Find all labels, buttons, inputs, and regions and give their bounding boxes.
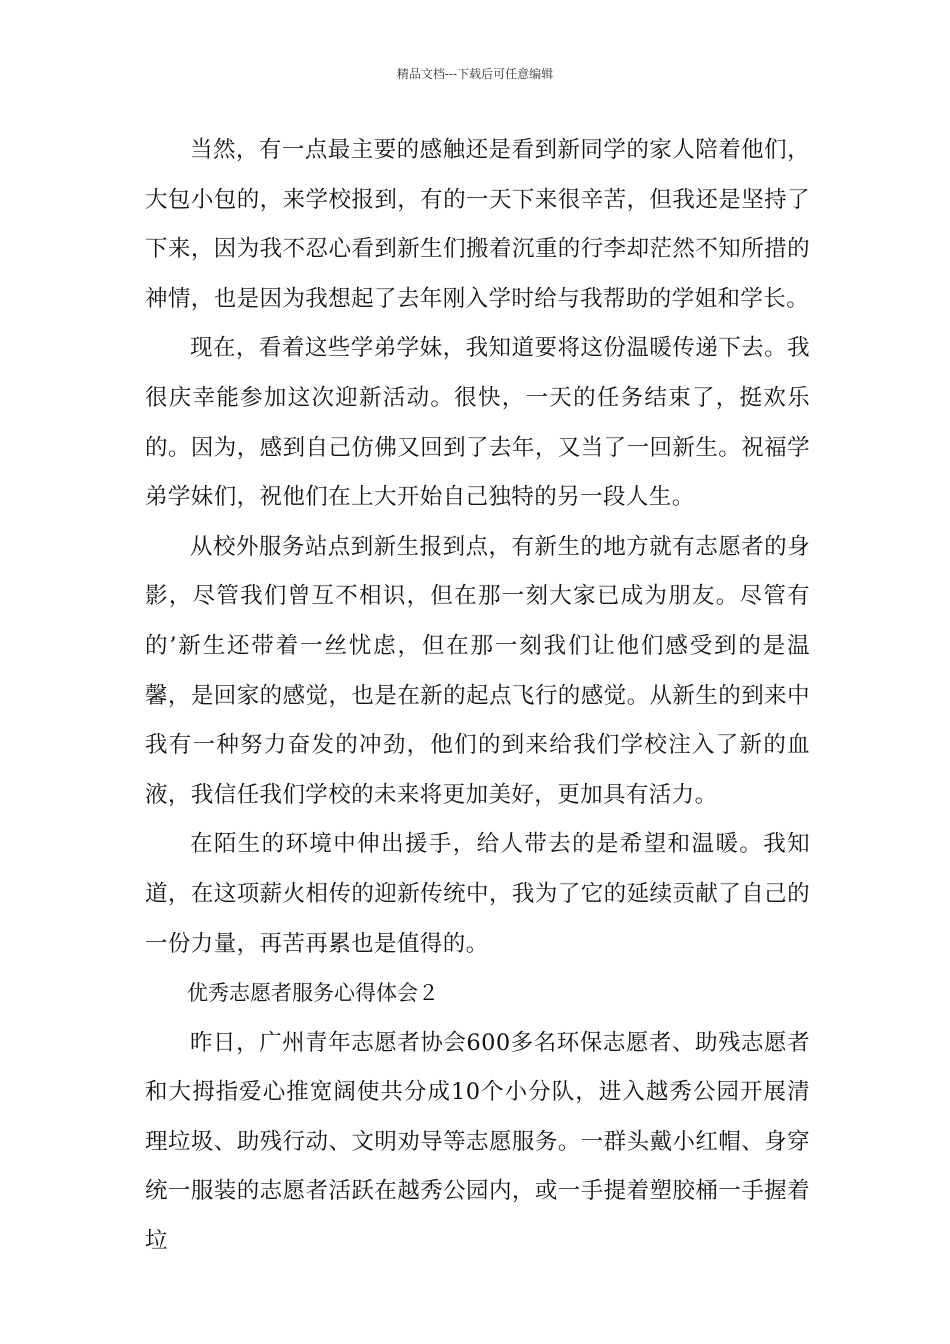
paragraph: 在陌生的环境中伸出援手，给人带去的是希望和温暖。我知道，在这项薪火相传的迎新传统中，我为了它的延续贡献了自己的一份力量，再苦再累也是值得的。 [145, 831, 810, 957]
document-body [145, 126, 810, 1267]
paragraph: 当然，有一点最主要的感触还是看到新同学的家人陪着他们，大包小包的，来学校报到，有的一天下来很辛苦，但我还是坚持了下来，因为我不忍心看到新生们搬着沉重的行李却茫然不知所措的神情，也是因为我想起了去年刚入学时给与我帮助的学姐和学长。 [145, 137, 810, 312]
paragraph: 昨日，广州青年志愿者协会600多名环保志愿者、助残志愿者和大拇指爱心推宽阔使共分成10个小分队，进入越秀公园开展清理垃圾、助残行动、文明劝导等志愿服务。一群头戴小红帽、身穿统一服装的志愿者活跃在越秀公园内，或一手提着塑胶桶一手握着垃 [145, 1029, 810, 1255]
paragraph: 现在，看着这些学弟学妹，我知道要将这份温暖传递下去。我很庆幸能参加这次迎新活动。很快，一天的任务结束了，挺欢乐的。因为，感到自己仿佛又回到了去年，又当了一回新生。祝福学弟学妹们，祝他们在上大开始自己独特的另一段人生。 [145, 335, 810, 511]
paragraph: 从校外服务站点到新生报到点，有新生的地方就有志愿者的身影，尽管我们曾互不相识，但在那一刻大家已成为朋友。尽管有的’新生还带着一丝忧虑，但在那一刻我们让他们感受到的是温馨，是回家的感觉，也是在新的起点飞行的感觉。从新生的到来中我有一种努力奋发的冲劲，他们的到来给我们学校注入了新的血液，我信任我们学校的未来将更加美好，更加具有活力。 [145, 533, 810, 808]
section-heading: 优秀志愿者服务心得体会２ [187, 981, 439, 1006]
page-header: 精品文档---下载后可任意编辑 [396, 67, 554, 81]
